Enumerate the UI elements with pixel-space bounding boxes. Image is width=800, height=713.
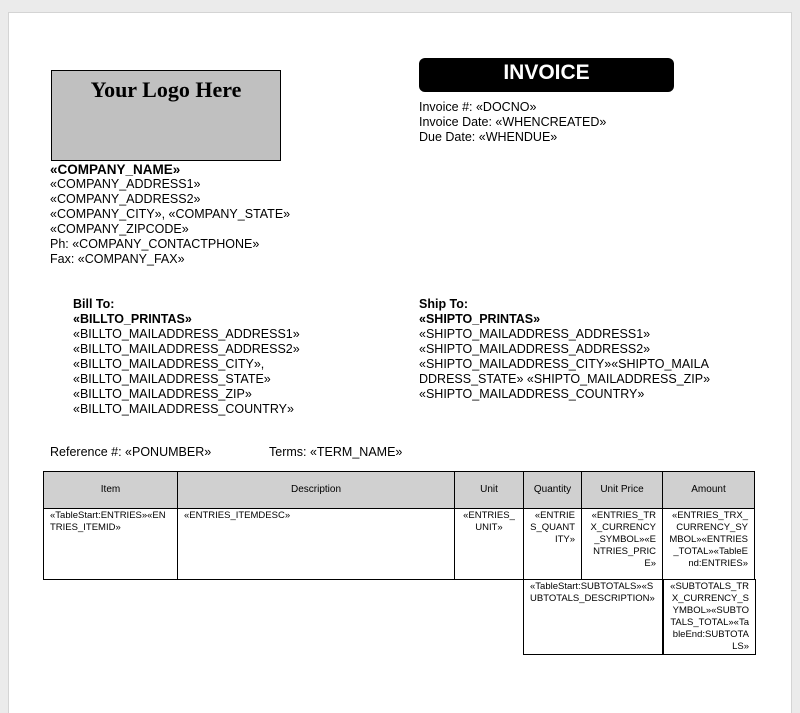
- invoice-date: Invoice Date: «WHENCREATED»: [419, 115, 607, 129]
- company-address2: «COMPANY_ADDRESS2»: [50, 192, 201, 206]
- terms: Terms: «TERM_NAME»: [269, 445, 403, 459]
- subtotals-amount: «SUBTOTALS_TRX_CURRENCY_SYMBOL»«SUBTOTALS_TOTAL»«TableEnd:SUBTOTALS»: [664, 580, 756, 655]
- cell-unit-price: «ENTRIES_TRX_CURRENCY_SYMBOL»«ENTRIES_PRICE»: [582, 509, 663, 580]
- company-phone: Ph: «COMPANY_CONTACTPHONE»: [50, 237, 260, 251]
- ship-to-line: «SHIPTO_MAILADDRESS_ADDRESS1»: [419, 327, 651, 341]
- due-date: Due Date: «WHENDUE»: [419, 130, 558, 144]
- invoice-number: Invoice #: «DOCNO»: [419, 100, 537, 114]
- bill-to-line: «BILLTO_MAILADDRESS_ADDRESS2»: [73, 342, 300, 356]
- company-block: [50, 162, 290, 267]
- company-fax: Fax: «COMPANY_FAX»: [50, 252, 185, 266]
- subtotals-row: [524, 580, 756, 655]
- invoice-meta: [419, 100, 606, 145]
- cell-item: «TableStart:ENTRIES»«ENTRIES_ITEMID»: [44, 509, 178, 580]
- company-city-state: «COMPANY_CITY», «COMPANY_STATE»: [50, 207, 291, 221]
- bill-to-label: Bill To:: [73, 297, 115, 311]
- bill-to-line: «BILLTO_MAILADDRESS_COUNTRY»: [73, 402, 294, 416]
- cell-amount: «ENTRIES_TRX_CURRENCY_SYMBOL»«ENTRIES_TOTAL»«TableEnd:ENTRIES»: [663, 509, 755, 580]
- line-items-table: [43, 471, 755, 580]
- ship-to-line: DDRESS_STATE» «SHIPTO_MAILADDRESS_ZIP»: [419, 372, 711, 386]
- logo-text: Your Logo Here: [90, 77, 242, 102]
- ship-to-name: «SHIPTO_PRINTAS»: [419, 312, 541, 326]
- header-unit-price: Unit Price: [582, 472, 663, 509]
- company-name: «COMPANY_NAME»: [50, 162, 181, 177]
- bill-to-line: «BILLTO_MAILADDRESS_ZIP»: [73, 387, 252, 401]
- header-description: Description: [178, 472, 455, 509]
- header-amount: Amount: [663, 472, 755, 509]
- cell-unit: «ENTRIES_UNIT»: [455, 509, 524, 580]
- ship-to-block: [419, 297, 710, 402]
- header-unit: Unit: [455, 472, 524, 509]
- bill-to-block: [73, 297, 300, 417]
- subtotals-table: [523, 579, 756, 655]
- bill-to-name: «BILLTO_PRINTAS»: [73, 312, 192, 326]
- table-row: [44, 509, 755, 580]
- header-quantity: Quantity: [524, 472, 582, 509]
- ship-to-line: «SHIPTO_MAILADDRESS_ADDRESS2»: [419, 342, 651, 356]
- invoice-title: INVOICE: [419, 58, 674, 92]
- reference-number: Reference #: «PONUMBER»: [50, 445, 212, 459]
- ship-to-label: Ship To:: [419, 297, 469, 311]
- ship-to-line: «SHIPTO_MAILADDRESS_COUNTRY»: [419, 387, 645, 401]
- table-header-row: [44, 472, 755, 509]
- bill-to-line: «BILLTO_MAILADDRESS_STATE»: [73, 372, 271, 386]
- subtotals-description: «TableStart:SUBTOTALS»«SUBTOTALS_DESCRIPTION»: [524, 580, 663, 655]
- cell-quantity: «ENTRIES_QUANTITY»: [524, 509, 582, 580]
- logo-placeholder: [51, 70, 281, 161]
- header-item: Item: [44, 472, 178, 509]
- bill-to-line: «BILLTO_MAILADDRESS_ADDRESS1»: [73, 327, 300, 341]
- cell-description: «ENTRIES_ITEMDESC»: [178, 509, 455, 580]
- bill-to-line: «BILLTO_MAILADDRESS_CITY»,: [73, 357, 265, 371]
- ship-to-line: «SHIPTO_MAILADDRESS_CITY»«SHIPTO_MAILA: [419, 357, 709, 371]
- company-address1: «COMPANY_ADDRESS1»: [50, 177, 201, 191]
- company-zip: «COMPANY_ZIPCODE»: [50, 222, 189, 236]
- document-page: [8, 12, 792, 713]
